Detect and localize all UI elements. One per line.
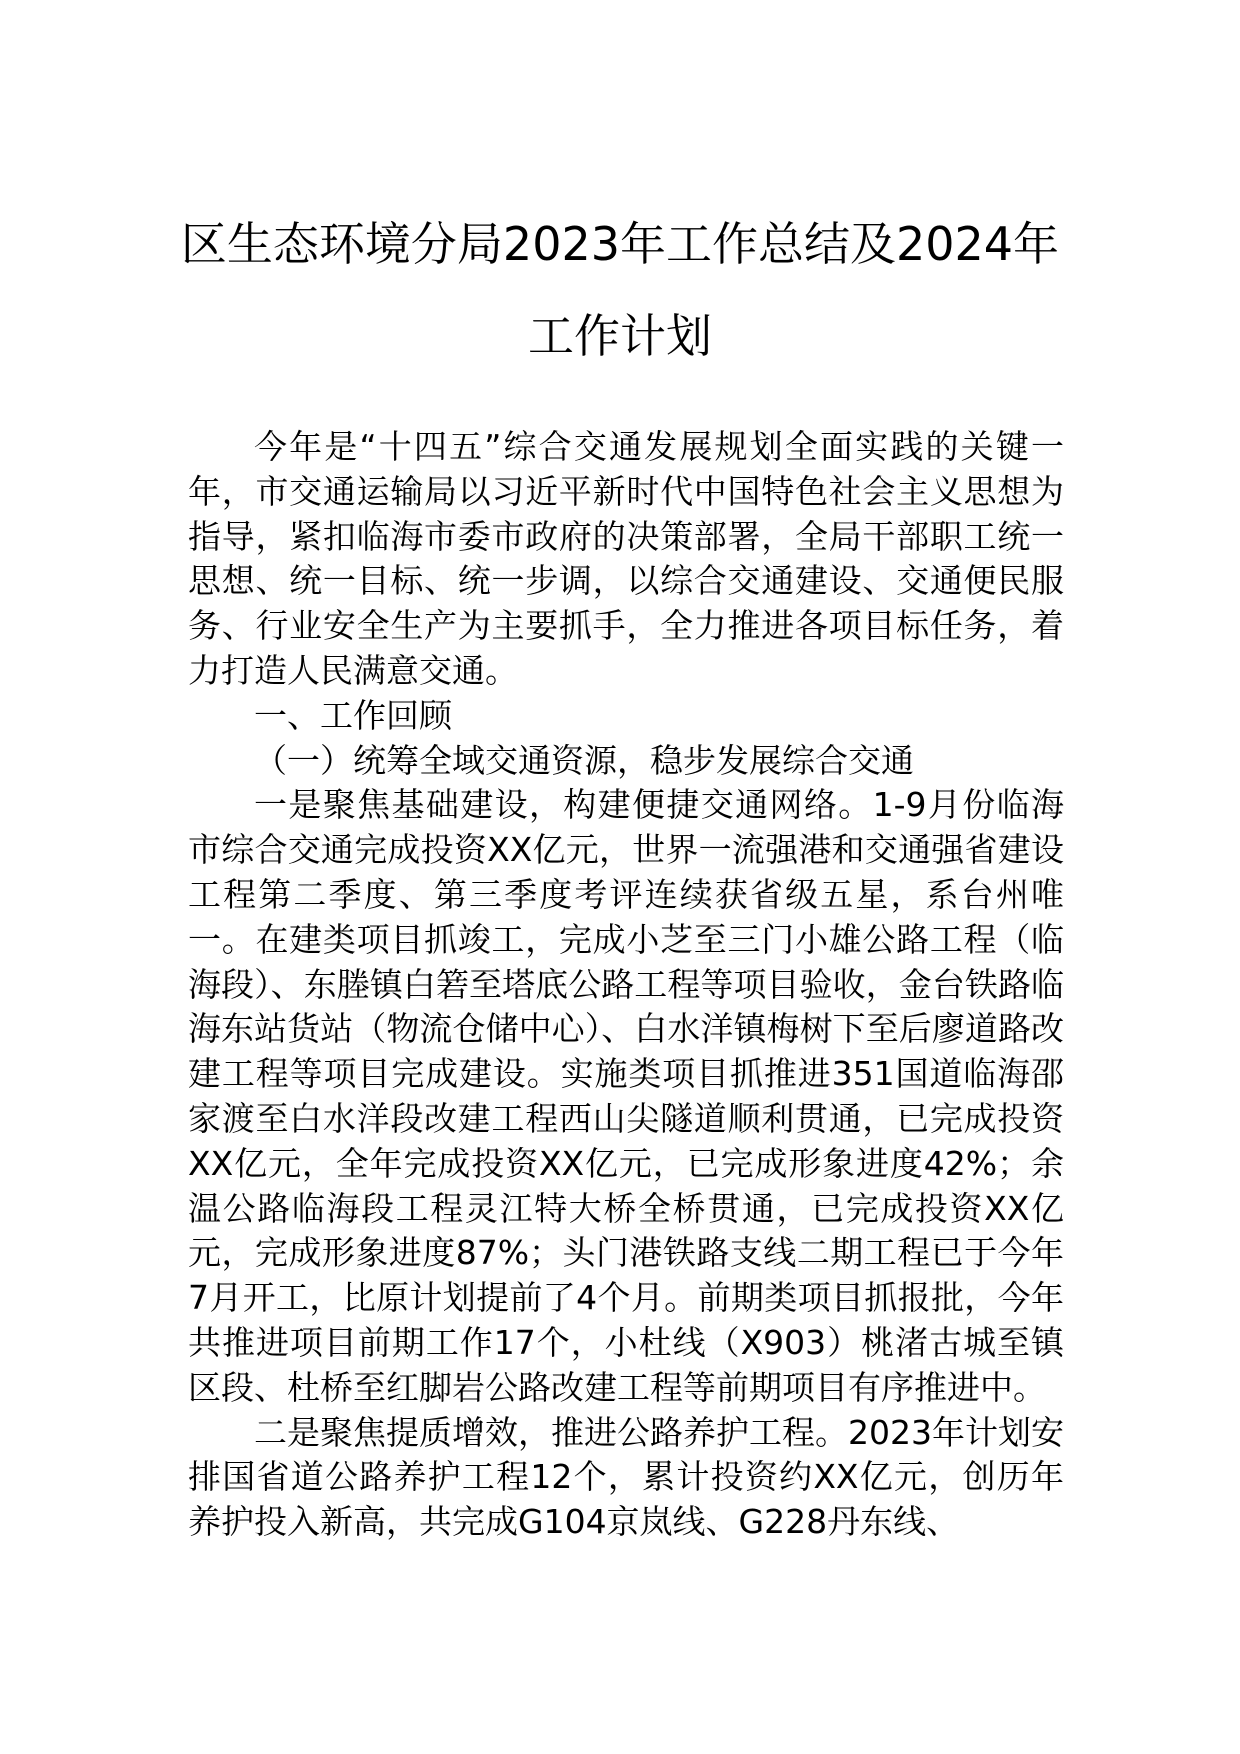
title-line-1: 区生态环境分局2023年工作总结及2024年 xyxy=(180,217,1060,271)
document-title xyxy=(150,198,1090,382)
subsection-heading-1: （一）统筹全域交通资源，稳步发展综合交通 xyxy=(254,740,914,780)
paragraph-intro: 今年是“十四五”综合交通发展规划全面实践的关键一年，市交通运输局以习近平新时代中国特色社会主义思想为指导，紧扣临海市委市政府的决策部署，全局干部职工统一思想、统一目标、统一步调，以综合交通建设、交通便民服务、行业安全生产为主要抓手，全力推进各项目标任务，着力打造人民满意交通。 xyxy=(188,427,1064,690)
paragraph-infrastructure: 一是聚焦基础建设，构建便捷交通网络。1-9月份临海市综合交通完成投资XX亿元，世界一流强港和交通强省建设工程第二季度、第三季度考评连续获省级五星，系台州唯一。在建类项目抓竣工，完成小芝至三门小雄公路工程（临海段）、东塍镇白箬至塔底公路工程等项目验收，金台铁路临海东站货站（物流仓储中心）、白水洋镇梅树下至后廖道路改建工程等项目完成建设。实施类项目抓推进351国道临海邵家渡至白水洋段改建工程西山尖隧道顺利贯通，已完成投资XX亿元，全年完成投资XX亿元，已完成形象进度42%；余温公路临海段工程灵江特大桥全桥贯通，已完成投资XX亿元，完成形象进度87%；头门港铁路支线二期工程已于今年7月开工，比原计划提前了4个月。前期类项目抓报批，今年共推进项目前期工作17个，小杜线（X903）桃渚古城至镇区段、杜桥至红脚岩公路改建工程等前期项目有序推进中。 xyxy=(188,785,1064,1407)
paragraph-maintenance: 二是聚焦提质增效，推进公路养护工程。2023年计划安排国省道公路养护工程12个，累计投资约XX亿元，创历年养护投入新高，共完成G104京岚线、G228丹东线、 xyxy=(188,1412,1064,1542)
document-body xyxy=(188,425,1064,1545)
section-heading-1: 一、工作回顾 xyxy=(254,695,452,735)
title-line-2: 工作计划 xyxy=(528,309,712,363)
